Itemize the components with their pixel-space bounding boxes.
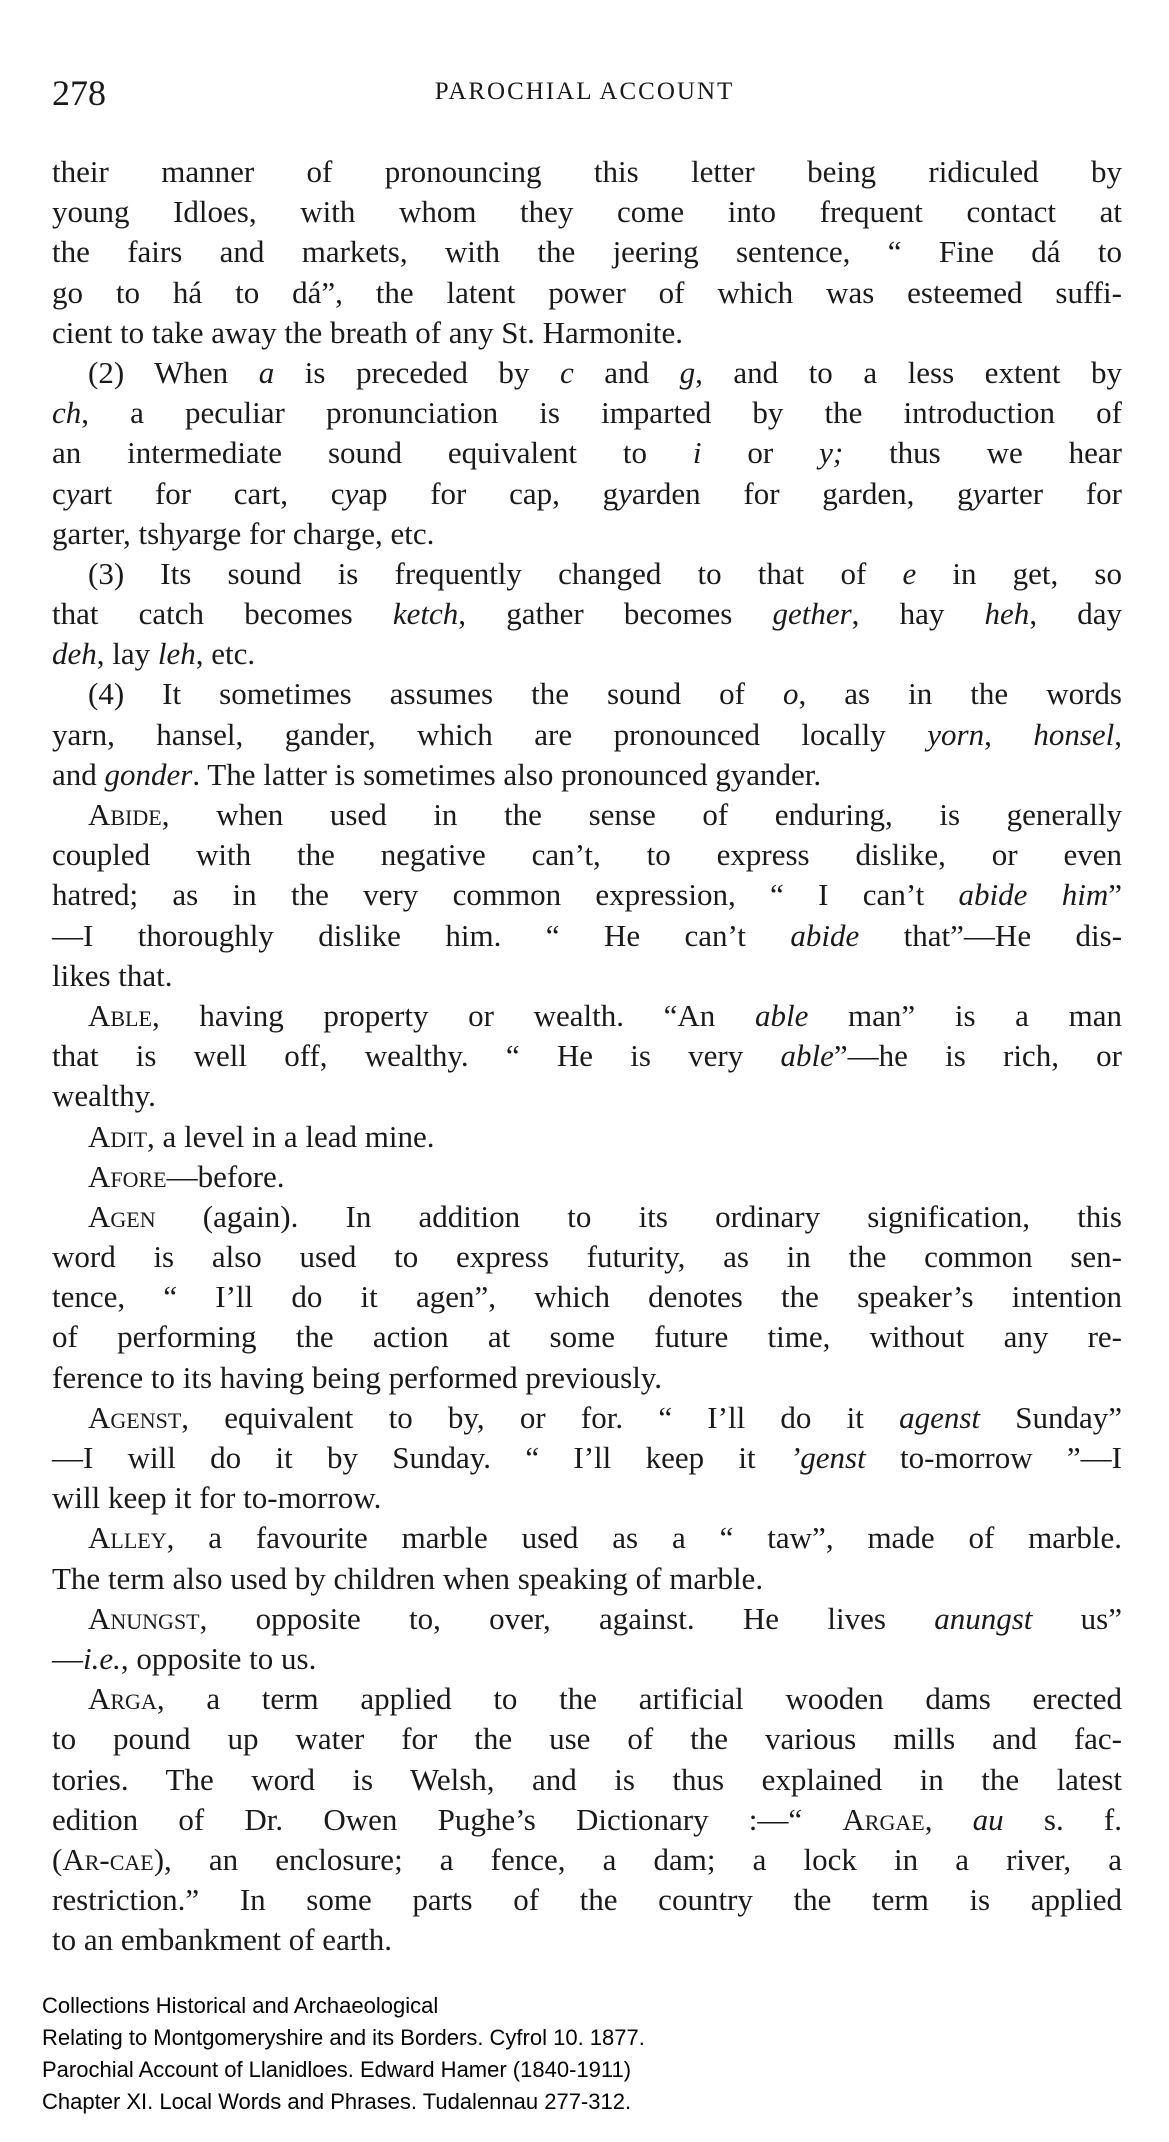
- text-line: [52, 715, 1122, 755]
- italic-text: ch: [52, 395, 82, 431]
- text-run: garter, tsh: [52, 515, 175, 551]
- italic-text: honsel: [1033, 716, 1115, 752]
- paragraph: [52, 996, 1122, 1117]
- paragraph: [52, 1518, 1122, 1598]
- text-line: [52, 1237, 1122, 1277]
- text-run: , having property or wealth. “An: [151, 997, 755, 1033]
- text-run: (2) When: [88, 354, 259, 390]
- text-run: thus we hear: [843, 435, 1122, 471]
- text-line: [52, 1076, 1122, 1116]
- text-run: , gather becomes: [458, 596, 773, 632]
- text-line: [52, 996, 1122, 1036]
- italic-text: leh: [157, 636, 196, 672]
- text-run: ,: [924, 1801, 973, 1837]
- text-line: [52, 273, 1122, 313]
- italic-text: yorn: [927, 716, 985, 752]
- headword: Adit: [88, 1118, 148, 1154]
- text-run: ,: [984, 716, 1034, 752]
- text-run: yarn, hansel, gander, which are pronounced locally: [52, 716, 928, 752]
- text-line: [52, 1518, 1122, 1558]
- text-line: [52, 1920, 1122, 1960]
- text-run: is preceded by: [274, 354, 560, 390]
- text-run: , lay: [96, 636, 158, 672]
- text-line: [52, 1277, 1122, 1317]
- text-run: (4) It sometimes assumes the sound of: [88, 676, 784, 712]
- italic-text: i.e.: [83, 1640, 121, 1676]
- text-run: ), an enclosure; a fence, a dam; a lock in a river, a: [153, 1841, 1122, 1877]
- text-run: to pound up water for the use of the various mills and fac-: [52, 1721, 1122, 1757]
- body-text: [52, 152, 1122, 1960]
- text-line: [52, 393, 1122, 433]
- text-line: [52, 956, 1122, 996]
- text-line: [52, 916, 1122, 956]
- italic-text: e: [902, 555, 917, 591]
- headword: Able: [88, 997, 152, 1033]
- text-run: likes that.: [52, 957, 173, 993]
- italic-text: y: [972, 475, 987, 511]
- italic-text: deh: [52, 636, 97, 672]
- text-line: [52, 674, 1122, 714]
- headword: Anungst: [88, 1600, 200, 1636]
- headword: Afore: [88, 1158, 167, 1194]
- text-run: ,: [1114, 716, 1123, 752]
- text-line: [52, 1760, 1122, 1800]
- text-line: [52, 634, 1122, 674]
- text-line: [52, 1679, 1122, 1719]
- italic-text: y: [618, 475, 632, 511]
- text-run: , day: [1029, 596, 1122, 632]
- italic-text: y: [174, 515, 189, 551]
- text-run: c: [52, 475, 66, 511]
- text-run: to an embankment of earth.: [52, 1922, 393, 1958]
- italic-text: able: [754, 997, 809, 1033]
- text-line: [52, 1840, 1122, 1880]
- text-run: (: [52, 1841, 63, 1877]
- text-line: [52, 1719, 1122, 1759]
- text-line: [52, 594, 1122, 634]
- text-run: , hay: [851, 596, 985, 632]
- paragraph: [52, 1679, 1122, 1960]
- headword: Arga: [88, 1681, 157, 1717]
- text-run: young Idloes, with whom they come into frequent contact at: [52, 194, 1122, 230]
- text-run: (again). In addition to its ordinary signification, this: [155, 1198, 1122, 1234]
- italic-text: abide: [790, 917, 860, 953]
- headword: Agen: [88, 1198, 156, 1234]
- text-run: that catch becomes: [52, 596, 393, 632]
- italic-text: abide him: [958, 877, 1109, 913]
- text-run: , opposite to, over, against. He lives: [199, 1600, 935, 1636]
- text-run: Sunday”: [980, 1399, 1122, 1435]
- text-run: that”—He dis-: [859, 917, 1123, 953]
- italic-text: anungst: [934, 1600, 1033, 1636]
- text-run: tence, “ I’ll do it agen”, which denotes the speaker’s intention: [52, 1279, 1122, 1315]
- text-run: their manner of pronouncing this letter being ridiculed by: [52, 154, 1122, 189]
- paragraph: [52, 1157, 1122, 1197]
- text-run: word is also used to express futurity, as in the common sen-: [52, 1239, 1122, 1275]
- text-run: ference to its having being performed previously.: [52, 1359, 663, 1395]
- text-run: , etc.: [195, 636, 256, 672]
- text-line: [52, 232, 1122, 272]
- text-run: , as in the words: [798, 676, 1122, 712]
- text-run: ap for cap, g: [358, 475, 619, 511]
- italic-text: ketch: [392, 596, 459, 632]
- text-line: [52, 152, 1122, 192]
- text-run: arter for: [986, 475, 1122, 511]
- text-run: that is well off, wealthy. “ He is very: [52, 1038, 781, 1074]
- text-run: , a favourite marble used as a “ taw”, made of marble.: [166, 1520, 1122, 1556]
- footer-line: Chapter XI. Local Words and Phrases. Tudalennau 277-312.: [42, 2089, 632, 2114]
- text-run: cient to take away the breath of any St. Harmonite.: [52, 314, 683, 350]
- text-run: and: [52, 756, 105, 792]
- text-line: [52, 795, 1122, 835]
- text-line: [52, 474, 1122, 514]
- text-line: [52, 554, 1122, 594]
- text-run: —before.: [166, 1158, 285, 1194]
- text-line: [52, 1157, 1122, 1197]
- italic-text: gether: [772, 596, 852, 632]
- text-run: ”—he is rich, or: [833, 1038, 1122, 1074]
- text-run: , a term applied to the artificial wooden dams erected: [156, 1681, 1122, 1717]
- italic-text: o: [783, 676, 799, 712]
- text-line: [52, 1358, 1122, 1398]
- text-run: man” is a man: [808, 997, 1122, 1033]
- text-line: [52, 1197, 1122, 1237]
- text-line: [52, 1639, 1122, 1679]
- text-run: (3) Its sound is frequently changed to that of: [88, 555, 903, 591]
- text-run: —: [52, 1640, 83, 1676]
- text-run: edition of Dr. Owen Pughe’s Dictionary :—“: [52, 1801, 843, 1837]
- text-run: —I thoroughly dislike him. “ He can’t: [52, 917, 791, 953]
- text-run: , when used in the sense of enduring, is generally: [161, 797, 1122, 832]
- text-run: , and to a less extent by: [695, 354, 1122, 390]
- citation-footer: [42, 1990, 645, 2118]
- text-line: [52, 1559, 1122, 1599]
- text-run: The term also used by children when speaking of marble.: [52, 1560, 764, 1596]
- paragraph: [52, 554, 1122, 675]
- paragraph: [52, 1398, 1122, 1519]
- text-line: [52, 1398, 1122, 1438]
- headword: Abide: [88, 797, 162, 832]
- text-line: [52, 1317, 1122, 1357]
- italic-text: c: [559, 354, 574, 390]
- text-line: [52, 353, 1122, 393]
- footer-line: Collections Historical and Archaeological: [42, 1993, 439, 2018]
- italic-text: i: [692, 435, 702, 471]
- text-line: [52, 1800, 1122, 1840]
- text-run: , a level in a lead mine.: [147, 1118, 435, 1154]
- text-run: an intermediate sound equivalent to: [52, 435, 693, 471]
- text-run: , opposite to us.: [120, 1640, 317, 1676]
- text-line: [52, 313, 1122, 353]
- italic-text: able: [780, 1038, 834, 1074]
- text-line: [52, 1438, 1122, 1478]
- paragraph: [52, 1197, 1122, 1398]
- text-run: the fairs and markets, with the jeering sentence, “ Fine dá to: [52, 234, 1122, 270]
- text-line: [52, 1880, 1122, 1920]
- paragraph: [52, 1117, 1122, 1157]
- headword: Argae: [842, 1801, 925, 1837]
- text-run: restriction.” In some parts of the country the term is applied: [52, 1882, 1122, 1918]
- text-run: or: [701, 435, 820, 471]
- italic-text: y;: [819, 435, 844, 471]
- italic-text: gonder: [104, 756, 193, 792]
- text-line: [52, 514, 1122, 554]
- footer-line: Parochial Account of Llanidloes. Edward Hamer (1840-1911): [42, 2057, 632, 2082]
- italic-text: agenst: [899, 1399, 981, 1435]
- text-line: [52, 1036, 1122, 1076]
- text-line: [52, 1478, 1122, 1518]
- text-run: coupled with the negative can’t, to express dislike, or even: [52, 837, 1122, 873]
- text-line: [52, 192, 1122, 232]
- italic-text: y: [65, 475, 80, 511]
- text-line: [52, 755, 1122, 795]
- text-run: in get, so: [916, 555, 1122, 591]
- paragraph: [52, 674, 1122, 795]
- italic-text: a: [258, 354, 275, 390]
- running-title: PAROCHIAL ACCOUNT: [434, 78, 735, 105]
- footer-line: Relating to Montgomeryshire and its Borders. Cyfrol 10. 1877.: [42, 2025, 645, 2050]
- text-run: go to há to dá”, the latent power of which was esteemed suffi-: [52, 274, 1122, 310]
- text-line: [52, 875, 1122, 915]
- text-run: to-morrow ”—I: [865, 1440, 1122, 1475]
- text-run: hatred; as in the very common expression, “ I can’t: [52, 877, 959, 913]
- text-run: of performing the action at some future time, without any re-: [52, 1319, 1122, 1355]
- text-run: arden for garden, g: [631, 475, 973, 511]
- headword: Agenst: [88, 1399, 182, 1435]
- text-line: [52, 1117, 1122, 1157]
- text-run: ”: [1108, 877, 1122, 913]
- page-number: 278: [52, 73, 106, 113]
- paragraph: [52, 795, 1122, 996]
- text-run: —I will do it by Sunday. “ I’ll keep it: [52, 1440, 790, 1475]
- text-run: us”: [1032, 1600, 1122, 1636]
- text-run: , equivalent to by, or for. “ I’ll do it: [181, 1399, 900, 1435]
- paragraph: [52, 152, 1122, 353]
- text-run: arge for charge, etc.: [188, 515, 435, 551]
- text-line: [52, 835, 1122, 875]
- text-run: tories. The word is Welsh, and is thus explained in the latest: [52, 1761, 1122, 1797]
- paragraph: [52, 1599, 1122, 1679]
- text-line: [52, 433, 1122, 473]
- text-run: and: [573, 354, 680, 390]
- italic-text: y: [344, 475, 359, 511]
- text-run: art for cart, c: [79, 475, 345, 511]
- headword: Alley: [88, 1520, 167, 1556]
- text-run: , a peculiar pronunciation is imparted by the introduction of: [81, 395, 1122, 431]
- text-line: [52, 1599, 1122, 1639]
- italic-text: au: [972, 1801, 1004, 1837]
- text-run: will keep it for to-morrow.: [52, 1480, 382, 1516]
- text-run: s. f.: [1003, 1801, 1123, 1837]
- italic-text: heh: [984, 596, 1030, 632]
- paragraph: [52, 353, 1122, 554]
- text-run: wealthy.: [52, 1078, 156, 1114]
- headword: Ar-cae: [62, 1841, 154, 1877]
- italic-text: g: [679, 354, 696, 390]
- italic-text: ’genst: [789, 1440, 866, 1475]
- text-run: . The latter is sometimes also pronounced gyander.: [192, 756, 822, 792]
